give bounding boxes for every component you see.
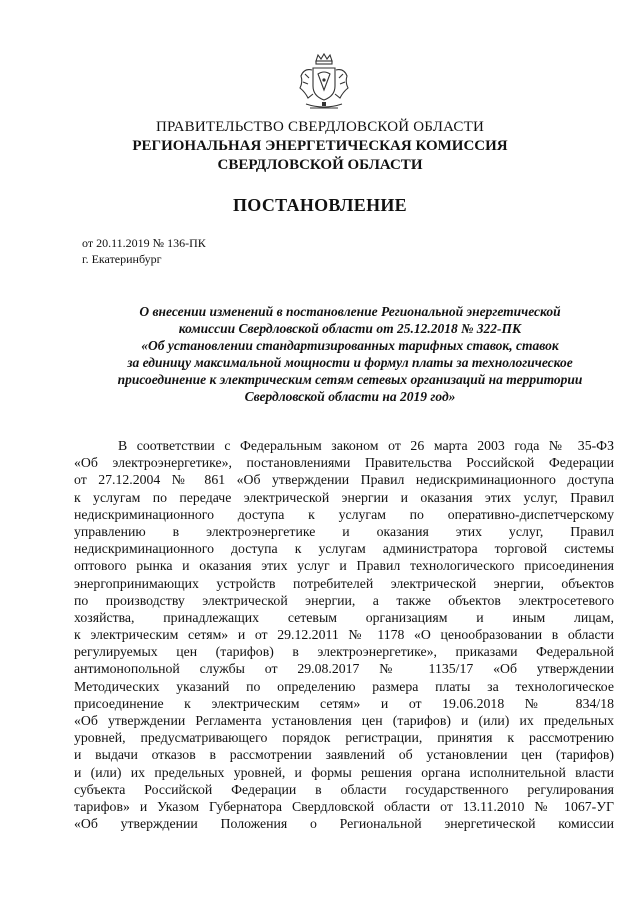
body-line: субъекта Российской Федерации в области государственного регулирования: [74, 781, 614, 797]
document-title: [80, 303, 620, 405]
body-line: тарифов» и Указом Губернатора Свердловской области от 13.11.2010 № 1067-УГ: [74, 798, 614, 814]
government-name: ПРАВИТЕЛЬСТВО СВЕРДЛОВСКОЙ ОБЛАСТИ: [155, 119, 485, 135]
body-line: недискриминационного доступа к услугам администратора торговой системы: [74, 541, 614, 557]
title-line: «Об установлении стандартизированных тарифных ставок, ставок: [141, 338, 559, 353]
date-number: от 20.11.2019 № 136-ПК: [82, 236, 206, 250]
body-line: по производству электрической энергии, а также объектов электросетевого: [74, 592, 614, 608]
body-line: энергопринимающих устройств потребителей электрической энергии, объектов: [74, 575, 614, 591]
body-line: от 27.12.2004 № 861 «Об утверждении Правил недискриминационного доступа: [74, 472, 614, 488]
commission-name: РЕГИОНАЛЬНАЯ ЭНЕРГЕТИЧЕСКАЯ КОМИССИЯ: [132, 138, 508, 154]
body-line: «Об электроэнергетике», постановлениями Правительства Российской Федерации: [74, 455, 614, 471]
body-line: регулируемых цен (тарифов) в электроэнергетике», приказами Федеральной: [74, 644, 614, 660]
body-line: «Об утверждении Регламента установления цен (тарифов) и (или) их предельных: [74, 713, 614, 728]
body-paragraph: [74, 437, 614, 832]
body-line: «Об утверждении Положения о Региональной энергетической комиссии: [74, 816, 614, 832]
body-line: управлению в электроэнергетике и оказания этих услуг, Правил: [74, 523, 614, 539]
body-line: к электрическим сетям» и от 29.12.2011 № 1178 «О ценообразовании в области: [74, 627, 614, 643]
title-line: присоединение к электрическим сетям сетевых организаций на территории: [117, 372, 583, 387]
body-line: антимонопольной службы от 29.08.2017 № 1135/17 «Об утверждении: [74, 661, 614, 677]
body-line: уровней, предусматривающего порядок регистрации, принятия к рассмотрению: [74, 730, 614, 746]
body-line: и выдачи отказов в рассмотрении заявлений об установлении цен (тарифов): [74, 747, 614, 763]
body-line: к услугам по передаче электрической энергии и оказания этих услуг, Правил: [74, 489, 614, 505]
coat-of-arms-icon: [296, 52, 352, 114]
body-line: оптового рынка и оказания этих услуг и Правил технологического присоединения: [74, 558, 614, 574]
body-line: хозяйства, принадлежащих сетевым организациям и иным лицам,: [74, 609, 614, 625]
document-type: ПОСТАНОВЛЕНИЕ: [233, 195, 407, 215]
body-line: присоединение к электрическим сетям» и от 19.06.2018 № 834/18: [74, 695, 614, 711]
body-line: недискриминационного доступа к услугам по оперативно-диспетчерскому: [74, 506, 614, 522]
body-line: и (или) их предельных уровней, и формы решения органа исполнительной власти: [74, 764, 614, 780]
title-line: О внесении изменений в постановление Региональной энергетической: [139, 304, 561, 319]
title-line: за единицу максимальной мощности и формул платы за технологическое: [127, 355, 573, 370]
city: г. Екатеринбург: [82, 252, 162, 266]
region-name: СВЕРДЛОВСКОЙ ОБЛАСТИ: [217, 157, 423, 173]
body-line: В соответствии с Федеральным законом от 26 марта 2003 года № 35-ФЗ: [118, 438, 614, 453]
body-line: Методических указаний по определению размера платы за технологическое: [74, 678, 614, 694]
title-line: Свердловской области на 2019 год»: [244, 389, 456, 404]
title-line: комиссии Свердловской области от 25.12.2018 № 322-ПК: [178, 321, 522, 336]
